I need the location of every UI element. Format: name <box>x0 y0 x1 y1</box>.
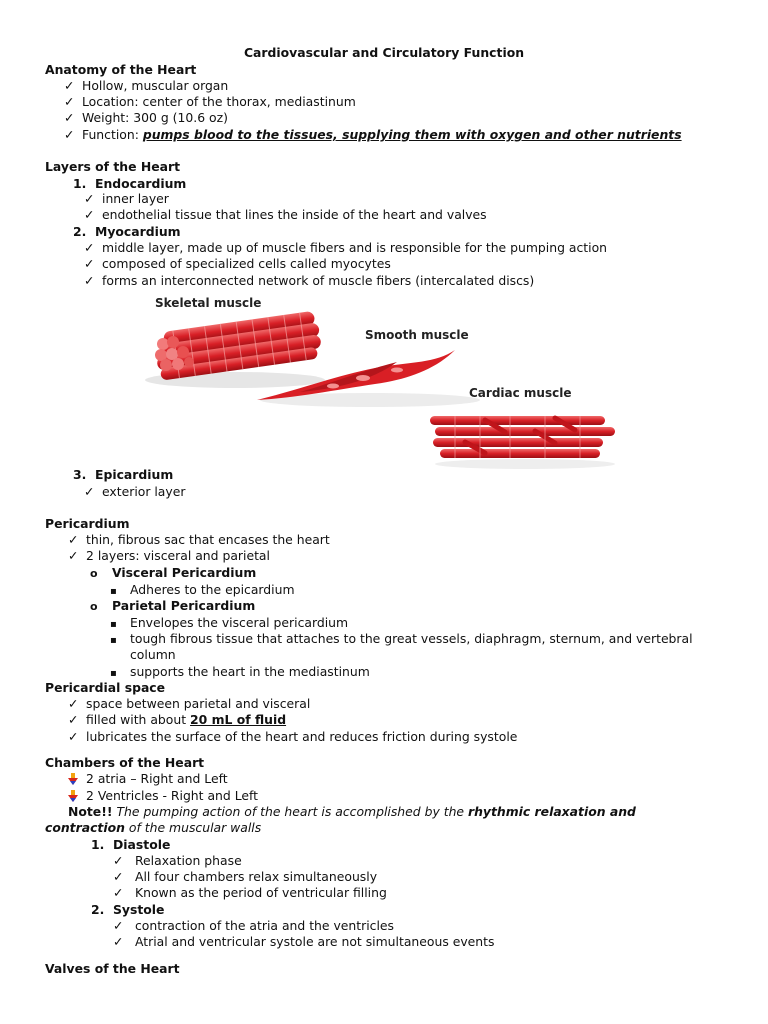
square-bullet-icon: ▪ <box>110 586 117 597</box>
list-item: ✓ contraction of the atria and the ventricles <box>113 918 395 933</box>
fluid-amount-emphasis: 20 mL of fluid <box>190 712 287 727</box>
list-item: 2 atria – Right and Left <box>68 771 228 787</box>
checkmark-icon: ✓ <box>84 191 95 206</box>
list-item: ✓ Function: pumps blood to the tissues, supplying them with oxygen and other nutrients <box>64 127 682 142</box>
list-item: ✓ exterior layer <box>84 484 186 499</box>
list-item: ✓ Atrial and ventricular systole are not simultaneous events <box>113 934 495 949</box>
list-item: ▪ Adheres to the epicardium <box>110 582 295 600</box>
document-title: Cardiovascular and Circulatory Function <box>243 45 525 60</box>
list-item: ✓ Weight: 300 g (10.6 oz) <box>64 110 228 125</box>
note-line-1: Note!! The pumping action of the heart is accomplished by the rhythmic relaxation and <box>68 804 636 819</box>
list-item-continuation: column <box>130 647 176 662</box>
checkmark-icon: ✓ <box>113 853 124 868</box>
list-item: ▪ Envelopes the visceral pericardium <box>110 615 348 633</box>
skeletal-muscle-illustration <box>155 311 322 381</box>
heading-layers: Layers of the Heart <box>45 159 181 174</box>
list-item: ✓ inner layer <box>84 191 169 206</box>
list-item: ✓ space between parietal and visceral <box>68 696 311 711</box>
list-item: ✓ Known as the period of ventricular filling <box>113 885 387 900</box>
down-arrow-icon <box>68 790 78 802</box>
checkmark-icon: ✓ <box>64 94 75 109</box>
subheading-endocardium: 1. Endocardium <box>73 176 187 191</box>
checkmark-icon: ✓ <box>84 273 95 288</box>
subheading-visceral: o Visceral Pericardium <box>90 565 257 580</box>
down-arrow-icon <box>68 773 78 785</box>
muscle-types-figure <box>135 292 625 470</box>
checkmark-icon: ✓ <box>84 256 95 271</box>
checkmark-icon: ✓ <box>113 869 124 884</box>
list-item: ▪ tough fibrous tissue that attaches to the great vessels, diaphragm, sternum, and vertebral <box>110 631 693 649</box>
list-item: ✓ endothelial tissue that lines the inside of the heart and valves <box>84 207 487 222</box>
subheading-systole: 2. Systole <box>91 902 165 917</box>
subheading-myocardium: 2. Myocardium <box>73 224 181 239</box>
heading-pericardium: Pericardium <box>45 516 130 531</box>
bullet-o-icon: o <box>90 567 98 580</box>
heading-anatomy: Anatomy of the Heart <box>45 62 197 77</box>
checkmark-icon: ✓ <box>68 729 79 744</box>
checkmark-icon: ✓ <box>113 885 124 900</box>
list-item: ▪ supports the heart in the mediastinum <box>110 664 370 682</box>
function-emphasis: pumps blood to the tissues, supplying them with oxygen and other nutrients <box>142 127 682 142</box>
list-item: 2 Ventricles - Right and Left <box>68 788 258 804</box>
label-cardiac-muscle: Cardiac muscle <box>469 386 572 400</box>
checkmark-icon: ✓ <box>68 548 79 563</box>
list-item: ✓ All four chambers relax simultaneously <box>113 869 378 884</box>
subheading-epicardium: 3. Epicardium <box>73 467 174 482</box>
label-smooth-muscle: Smooth muscle <box>365 328 469 342</box>
label-skeletal-muscle: Skeletal muscle <box>155 296 262 310</box>
subheading-parietal: o Parietal Pericardium <box>90 598 256 613</box>
list-item: ✓ Location: center of the thorax, mediastinum <box>64 94 356 109</box>
checkmark-icon: ✓ <box>84 240 95 255</box>
square-bullet-icon: ▪ <box>110 619 117 630</box>
square-bullet-icon: ▪ <box>110 668 117 679</box>
checkmark-icon: ✓ <box>68 712 79 727</box>
checkmark-icon: ✓ <box>64 110 75 125</box>
list-item: ✓ 2 layers: visceral and parietal <box>68 548 270 563</box>
list-item: ✓ Hollow, muscular organ <box>64 78 229 93</box>
list-item: ✓ forms an interconnected network of muscle fibers (intercalated discs) <box>84 273 535 288</box>
list-item: ✓ filled with about 20 mL of fluid <box>68 712 287 727</box>
list-item: ✓ thin, fibrous sac that encases the heart <box>68 532 330 547</box>
heading-chambers: Chambers of the Heart <box>45 755 205 770</box>
subheading-diastole: 1. Diastole <box>91 837 171 852</box>
bullet-o-icon: o <box>90 600 98 613</box>
checkmark-icon: ✓ <box>84 207 95 222</box>
checkmark-icon: ✓ <box>84 484 95 499</box>
heading-valves: Valves of the Heart <box>45 961 180 976</box>
heading-pericardial-space: Pericardial space <box>45 680 166 695</box>
list-item: ✓ middle layer, made up of muscle fibers and is responsible for the pumping action <box>84 240 608 255</box>
checkmark-icon: ✓ <box>64 78 75 93</box>
note-line-2: contraction of the muscular walls <box>45 820 262 835</box>
list-item: ✓ Relaxation phase <box>113 853 242 868</box>
square-bullet-icon: ▪ <box>110 635 117 646</box>
cardiac-muscle-illustration <box>430 416 615 458</box>
list-item: ✓ lubricates the surface of the heart and reduces friction during systole <box>68 729 518 744</box>
checkmark-icon: ✓ <box>68 532 79 547</box>
list-item: ✓ composed of specialized cells called myocytes <box>84 256 391 271</box>
checkmark-icon: ✓ <box>64 127 75 142</box>
checkmark-icon: ✓ <box>113 934 124 949</box>
checkmark-icon: ✓ <box>68 696 79 711</box>
checkmark-icon: ✓ <box>113 918 124 933</box>
